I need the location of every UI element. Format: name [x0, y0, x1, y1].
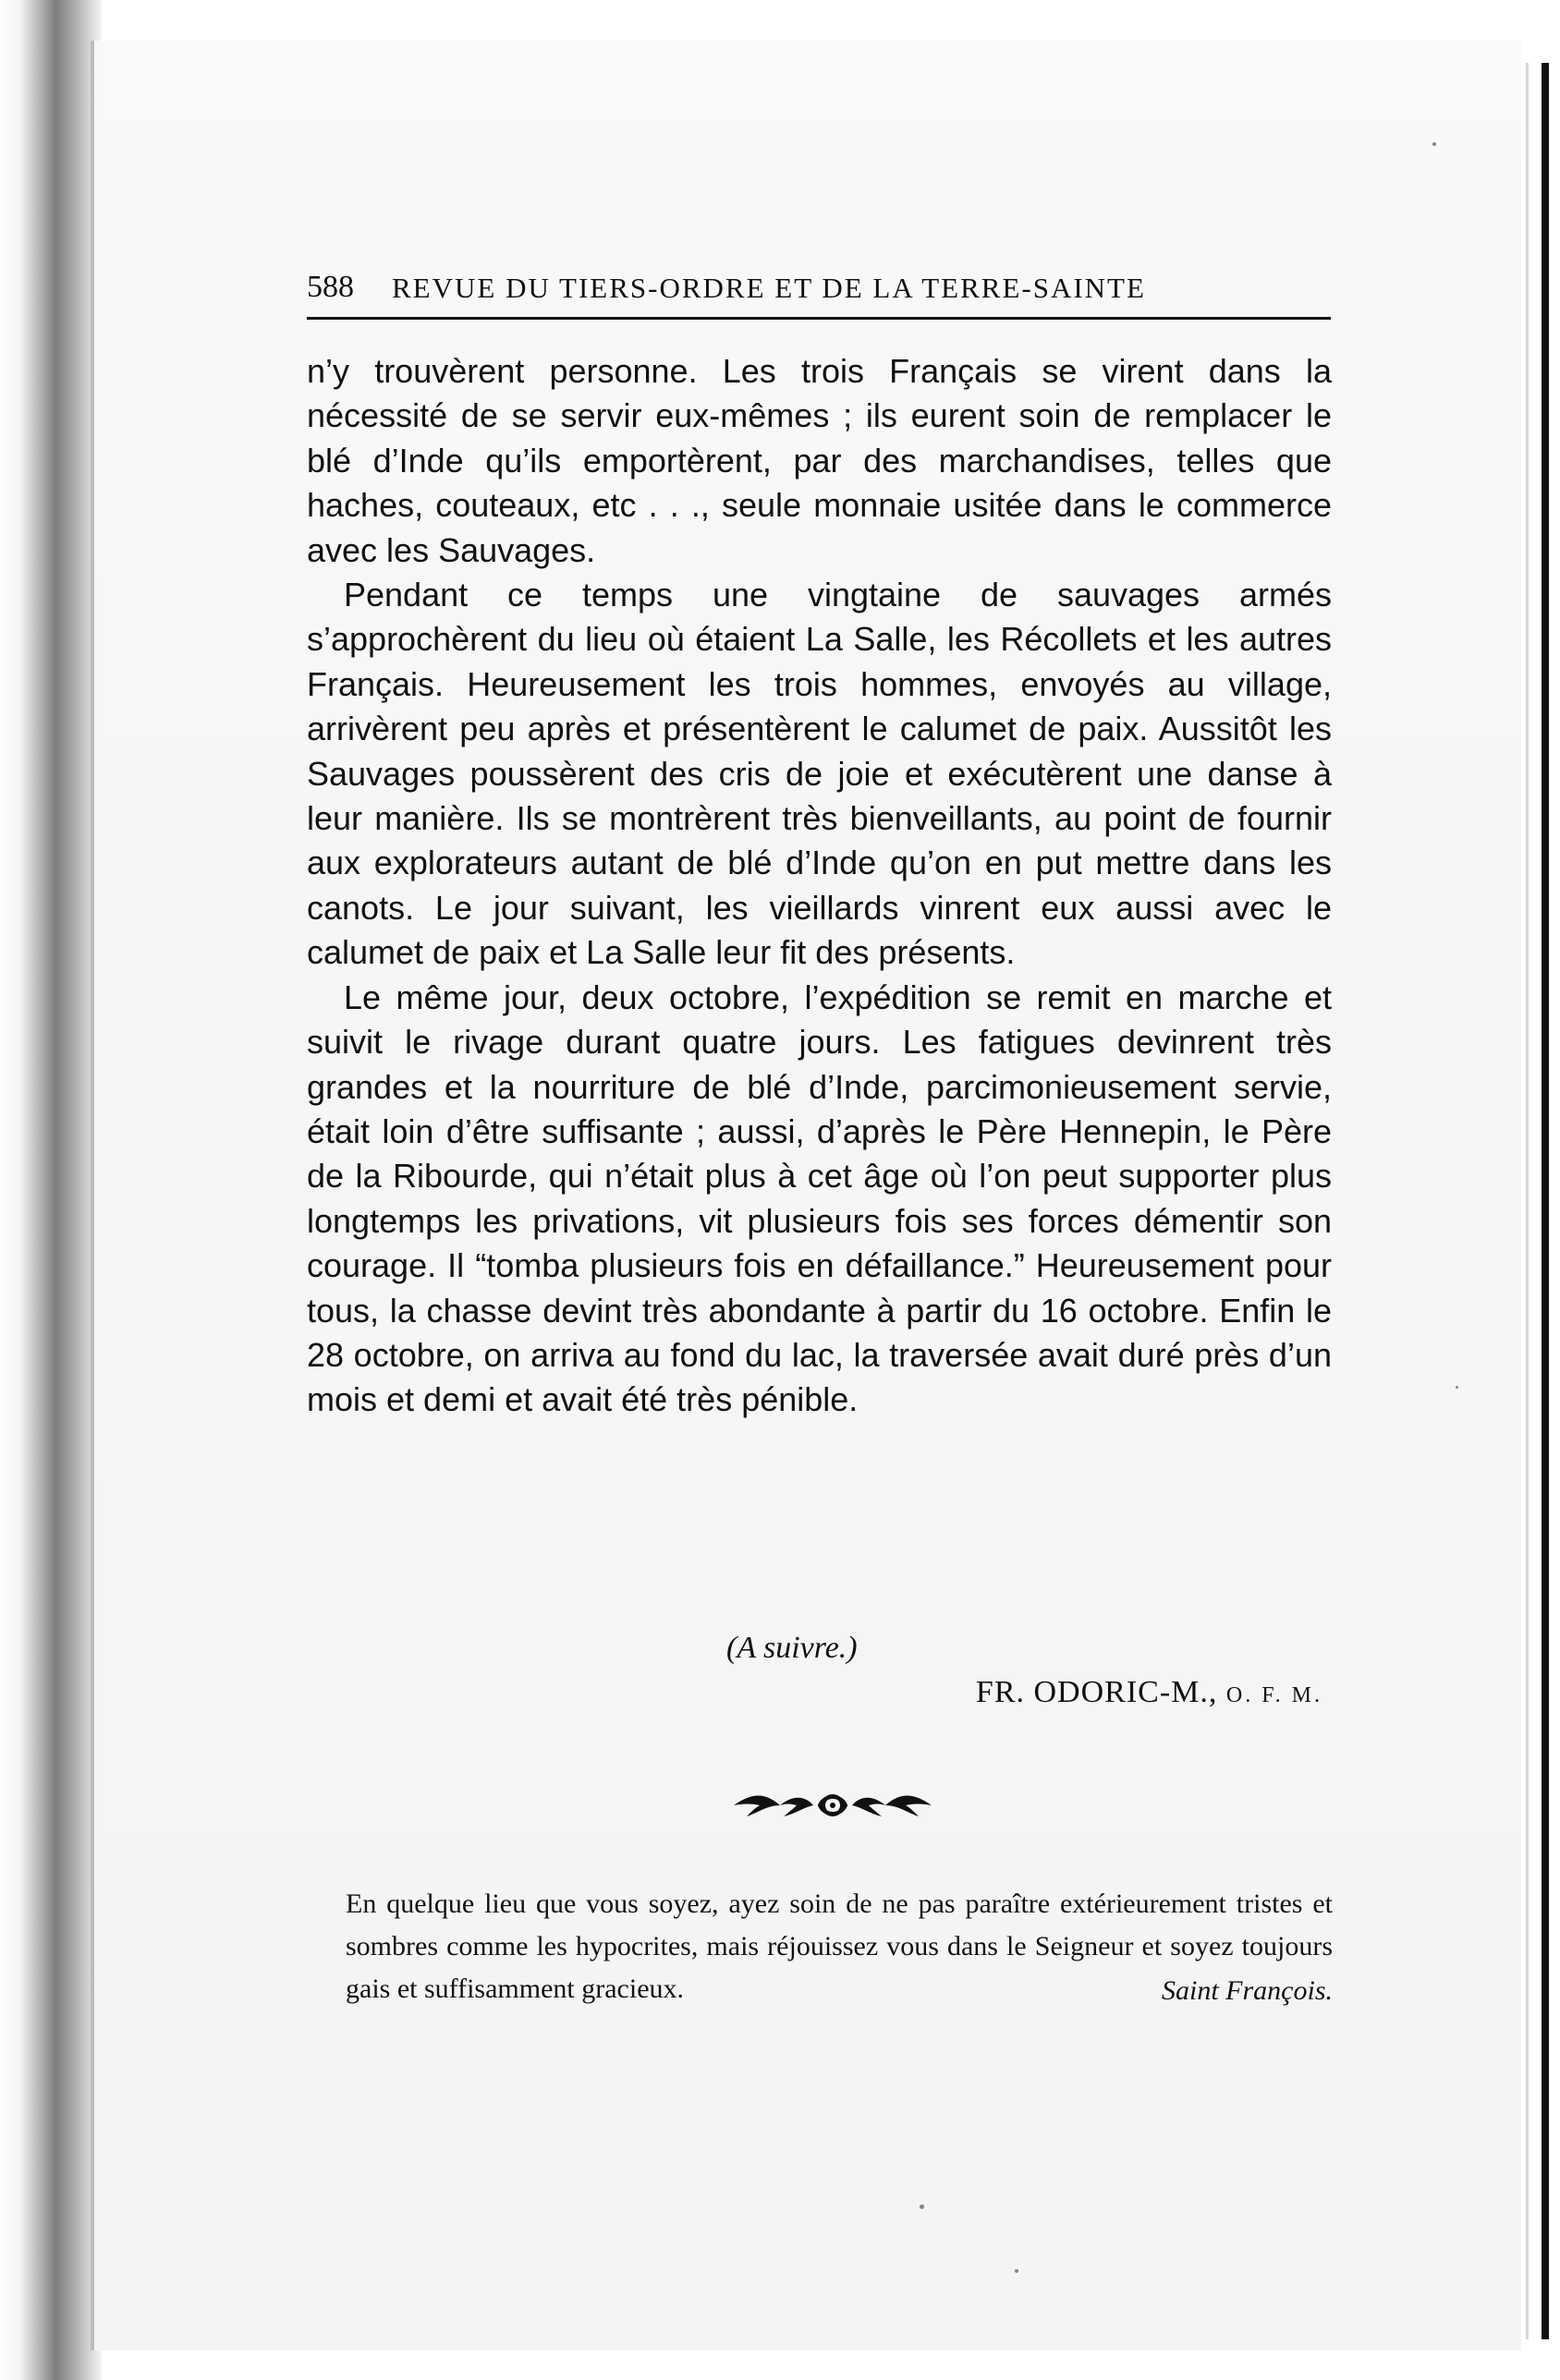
- page-number: 588: [307, 270, 354, 304]
- scan-speck: [1432, 142, 1436, 146]
- article-paragraph-2: Pendant ce temps une vingtaine de sauvages armés s’approchèrent du lieu où étaient La Salle, les Récollets et les autres Français. Heureusement les trois hommes, envoyés au village, arrivèrent peu après et présentèrent le calumet de paix. Aussitôt les Sauvages poussèrent des cris de joie et exécutèrent une danse à leur manière. Ils se montrèrent très bienveillants, au point de fournir aux explorateurs autant de blé d’Inde qu’on en put mettre dans les canots. Le jour suivant, les vieillards vinrent eux aussi avec le calumet de paix et La Salle leur fit des présents.: [307, 576, 1332, 972]
- journal-title: REVUE DU TIERS-ORDRE ET DE LA TERRE-SAINTE: [392, 272, 1146, 304]
- header-rule: [307, 317, 1331, 320]
- quote-credit: Saint François.: [1162, 1975, 1333, 2006]
- page-right-edge: [1542, 63, 1549, 2339]
- author-signature: [976, 1674, 1322, 1714]
- book-spine-shadow: [0, 0, 102, 2380]
- article-paragraph-1: n’y trouvèrent personne. Les trois Français se virent dans la nécessité de se servir eux-mêmes ; ils eurent soin de remplacer le blé d’Inde qu’ils emportèrent, par des marchandises, telles que haches, couteaux, etc . . ., seule monnaie usitée dans le commerce avec les Sauvages.: [307, 352, 1332, 569]
- author-order: O. F. M.: [1225, 1683, 1322, 1707]
- page-right-edge-highlight: [1526, 63, 1529, 2339]
- quote-text: En quelque lieu que vous soyez, ayez soin de ne pas paraître extérieurement tristes et sombres comme les hypocrites, mais réjouissez vous dans le Seigneur et soyez toujours gais et suffisamment gracieux.: [346, 1888, 1333, 2004]
- to-be-continued: (A suivre.): [726, 1631, 858, 1665]
- running-head: [307, 259, 1331, 305]
- scan-speck: [1456, 1386, 1458, 1389]
- article-paragraph-3: Le même jour, deux octobre, l’expédition se remit en marche et suivit le rivage durant quatre jours. Les fatigues devinrent très grandes et la nourriture de blé d’Inde, parcimonieusement servie, était loin d’être suffisante ; aussi, d’après le Père Hennepin, le Père de la Ribourde, qui n’était plus à cet âge où l’on peut supporter plus longtemps les privations, vit plusieurs fois ses forces démentir son courage. Il “tomba plusieurs fois en défaillance.” Heureusement pour tous, la chasse devint très abondante à partir du 16 octobre. Enfin le 28 octobre, on arriva au fond du lac, la traversée avait duré près d’un mois et demi et avait été très pénible.: [307, 978, 1332, 1419]
- article-body: [307, 349, 1332, 1423]
- author-name: FR. ODORIC-M.,: [975, 1675, 1218, 1709]
- saint-francis-quote: [346, 1883, 1333, 2010]
- scan-speck: [920, 2204, 924, 2209]
- scan-speck: [1015, 2269, 1018, 2273]
- floral-ornament-icon: [726, 1785, 939, 1826]
